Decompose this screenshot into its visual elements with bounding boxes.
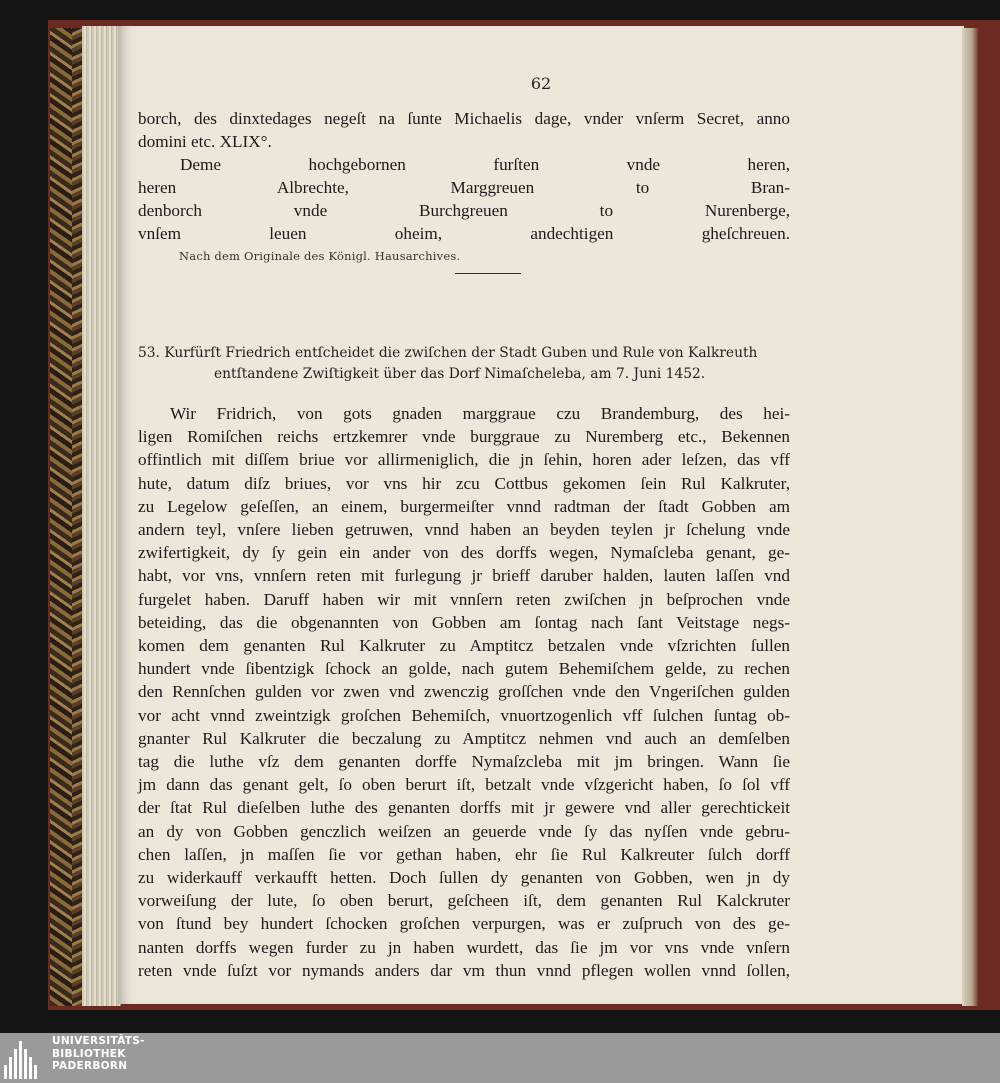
library-name-line: PADERBORN <box>52 1060 128 1072</box>
footer-bar <box>0 1033 1000 1083</box>
text-line: hundert vnde ſibentzigk ſchock an golde, nach gutem Behemiſchem gelde, zu rechen <box>138 659 790 679</box>
text-line: vor acht vnnd zweintzigk groſchen Behemiſch, vnuortzogenlich vff ſulchen ſuntag ob- <box>138 705 790 725</box>
address-block <box>138 153 790 245</box>
page-stack <box>82 26 121 1006</box>
text-line: andern teyl, vnſere lieben getruwen, vnnd haben an beyden teylen jr ſchelung vnde <box>138 520 790 540</box>
text-line: beteiding, das die obgenannten von Gobben am ſontag nach ſant Veitstage negs- <box>138 612 790 632</box>
text-line: komen dem genanten Rul Kalkruter zu Amptitcz betzalen vnde vſzrichten ſullen <box>138 636 790 656</box>
text-line: zwifertigkeit, dy ſy gein ein ander von des dorffs wegen, Nymaſcleba genant, ge- <box>138 543 790 563</box>
text-line: hute, datum diſz briues, vor vns hir zcu Cottbus gekomen ſein Rul Kalkruter, <box>138 473 790 493</box>
text-line: von ſtund bey hundert ſchocken groſchen verpurgen, was er zuſpruch von des ge- <box>138 914 790 934</box>
text-line: borch, des dinxtedages negeſt na ſunte Michaelis dage, vnder vnſerm Secret, anno <box>138 109 790 128</box>
text-line: zu widerkauff verkaufft hetten. Doch ſullen dy genanten von Gobben, wen jn dy <box>138 868 790 888</box>
letter-closing <box>138 107 790 263</box>
text-line: jm dann das genant gelt, ſo oben berurt iſt, betzalt vnde vſzgericht haben, ſo ſol vff <box>138 775 790 795</box>
text-line: furgelet haben. Daruff haben wir mit vnnſern reten zwiſchen jn beſprochen vnde <box>138 589 790 609</box>
library-name <box>52 1035 145 1073</box>
text-line: den Rennſchen gulden vor zwen vnd zwenczig groſſchen vnde den Vngeriſchen gulden <box>138 682 790 702</box>
section-divider <box>455 273 521 274</box>
source-note: Nach dem Originale des Königl. Hausarchives. <box>179 249 461 264</box>
page-edge <box>962 28 978 1006</box>
text-line: habt, vor vns, vnnſern reten mit furlegung jr brieff daruber halden, lauten laſſen vnd <box>138 566 790 586</box>
text-line: zu Legelow geſeſſen, an einem, burgermeiſter vnnd radtman der ſtadt Gobben am <box>138 496 790 516</box>
text-line: ligen Romiſchen reichs ertzkemrer vnde burggraue zu Nuremberg etc., Bekennen <box>138 427 790 447</box>
library-name-line: UNIVERSITÄTS- <box>52 1035 145 1047</box>
text-line: vorweiſung der lute, ſo oben berurt, geſcheen iſt, dem genanten Rul Kalckruter <box>138 891 790 911</box>
document-heading <box>138 343 790 385</box>
library-name-line: BIBLIOTHEK <box>52 1047 126 1060</box>
address-line: Deme hochgebornen furſten vnde heren, <box>180 155 790 175</box>
address-line: denborch vnde Burchgreuen to Nurenberge, <box>138 201 790 221</box>
text-line: chen laſſen, jn maſſen ſie vor gethan haben, ehr ſie Rul Kalkreuter ſulch dorff <box>138 844 790 864</box>
page-number: 62 <box>530 74 552 93</box>
library-logo-icon <box>4 1037 44 1079</box>
text-line: gnanter Rul Kalkruter die beczalung zu Amptitcz nehmen vnd auch an demſelben <box>138 728 790 748</box>
document-body <box>138 402 790 982</box>
heading-line: 53. Kurfürſt Friedrich entſcheidet die zwiſchen der Stadt Guben und Rule von Kalkreuth <box>138 345 758 361</box>
text-line: tag die luthe vſz dem genanten dorffe Nymaſzcleba mit jm bringen. Wann ſie <box>138 752 790 772</box>
text-line: domini etc. XLIX°. <box>138 132 272 152</box>
text-line: Wir Fridrich, von gots gnaden marggraue czu Brandemburg, des hei- <box>170 404 790 423</box>
heading-line: entſtandene Zwiſtigkeit über das Dorf Nimaſcheleba, am 7. Juni 1452. <box>214 366 706 382</box>
text-line: nanten dorffs wegen furder zu jn haben wurdett, das ſie jm vor vns vnde vnſern <box>138 937 790 957</box>
address-line: heren Albrechte, Marggreuen to Bran- <box>138 178 790 198</box>
text-line: reten vnde ſuſzt vor nymands anders dar vm thun vnnd pflegen wollen vnnd ſollen, <box>138 960 790 980</box>
text-line: der ſtat Rul dieſelben luthe des genanten dorffs mit jr gewere vnd aller gerechtickeit <box>138 798 790 818</box>
text-line: offintlich mit diſſem briue vor allirmeniglich, die jn ſehin, horen ader leſzen, das vff <box>138 450 790 470</box>
letter-end-paragraph <box>138 107 790 153</box>
body-paragraph <box>138 402 790 982</box>
address-line: vnſem leuen oheim, andechtigen gheſchreuen. <box>138 224 790 244</box>
text-line: an dy von Gobben genczlich weiſzen an geuerde vnde ſy das nyſſen vnde gebru- <box>138 821 790 841</box>
